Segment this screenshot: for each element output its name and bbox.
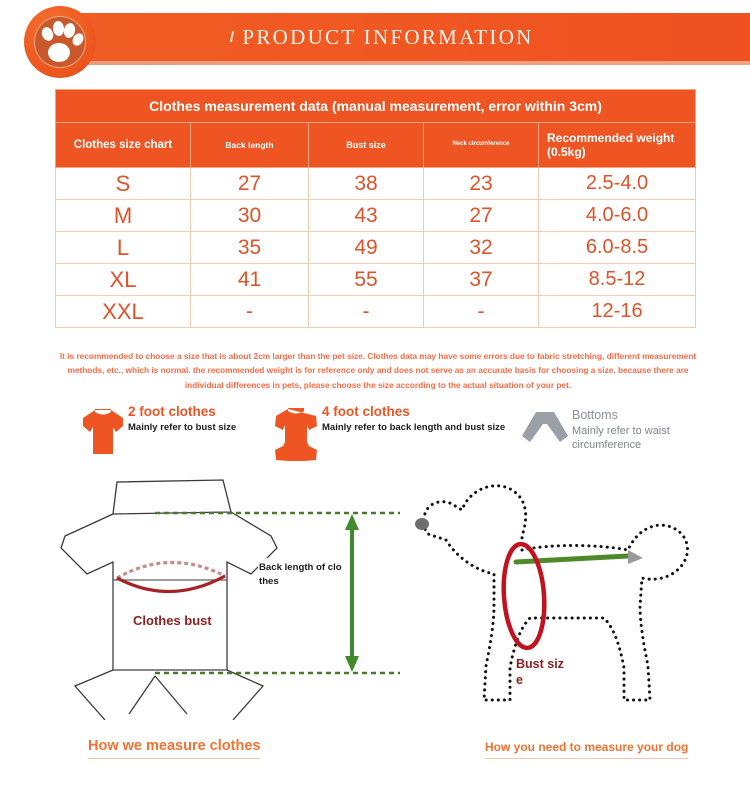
table-row	[56, 168, 696, 200]
cell-weight: 6.0-8.5	[539, 232, 696, 264]
table-header-row	[56, 123, 696, 168]
table-caption-row	[56, 90, 696, 123]
cell-size: XXL	[56, 296, 191, 328]
cell-size: M	[56, 200, 191, 232]
cell-size: L	[56, 232, 191, 264]
page-header	[0, 0, 750, 80]
column-header-back-length: Back length	[191, 123, 309, 168]
column-header-bust: Bust size	[309, 123, 424, 168]
cell-back-length: 27	[191, 168, 309, 200]
paw-icon-inner	[34, 16, 86, 68]
garment-type-subtitle: Mainly refer to bust size	[128, 422, 237, 434]
table-row	[56, 200, 696, 232]
table-row	[56, 232, 696, 264]
pants-icon	[520, 410, 570, 451]
cell-bust: 49	[309, 232, 424, 264]
cell-size: S	[56, 168, 191, 200]
cell-weight: 4.0-6.0	[539, 200, 696, 232]
cell-neck: -	[424, 296, 539, 328]
page-title-text: PRODUCT INFORMATION	[242, 24, 534, 49]
table-row	[56, 264, 696, 296]
dog-bust-label-line1: Bust siz	[516, 657, 564, 671]
cell-back-length: -	[191, 296, 309, 328]
tshirt-icon	[80, 406, 126, 463]
back-length-label-line2: thes	[259, 576, 279, 587]
garment-type-subtitle: Mainly refer to back length and bust size	[322, 422, 506, 434]
cell-weight: 12-16	[539, 296, 696, 328]
header-banner-shadow	[55, 61, 750, 65]
cell-weight: 2.5-4.0	[539, 168, 696, 200]
dog-diagram-caption: How you need to measure your dog	[485, 740, 688, 759]
cell-neck: 27	[424, 200, 539, 232]
cell-neck: 37	[424, 264, 539, 296]
table-row	[56, 296, 696, 328]
garment-types	[0, 404, 750, 470]
measurement-diagrams	[0, 470, 750, 740]
table-caption: Clothes measurement data (manual measurement, error within 3cm)	[56, 90, 696, 123]
garment-type-title: 2 foot clothes	[128, 404, 216, 419]
bodysuit-icon	[272, 406, 320, 469]
cell-bust: -	[309, 296, 424, 328]
dog-measurement-diagram	[400, 478, 730, 728]
garment-type-4-foot	[272, 404, 532, 434]
clothes-measurement-diagram	[55, 470, 425, 720]
garment-type-bottoms	[520, 408, 692, 453]
dog-bust-label-line2: e	[516, 673, 523, 687]
column-header-neck: Neck circumference	[424, 123, 539, 168]
garment-type-title: 4 foot clothes	[322, 404, 410, 419]
title-tick-icon	[230, 31, 234, 42]
garment-type-subtitle: Mainly refer to waist circumference	[572, 425, 670, 451]
back-length-label-line1: Back length of clo	[259, 562, 342, 573]
header-banner	[55, 13, 750, 61]
clothes-bust-label: Clothes bust	[133, 613, 212, 628]
size-chart-table	[55, 89, 695, 328]
cell-back-length: 41	[191, 264, 309, 296]
cell-bust: 43	[309, 200, 424, 232]
cell-weight: 8.5-12	[539, 264, 696, 296]
cell-bust: 55	[309, 264, 424, 296]
garment-type-2-foot	[80, 404, 236, 434]
paw-icon	[24, 6, 96, 78]
cell-back-length: 30	[191, 200, 309, 232]
column-header-weight: Recommended weight (0.5kg)	[539, 123, 696, 168]
cell-size: XL	[56, 264, 191, 296]
garment-type-title: Bottoms	[572, 408, 618, 422]
clothes-diagram-caption: How we measure clothes	[88, 738, 260, 759]
cell-neck: 23	[424, 168, 539, 200]
page-title	[55, 13, 750, 61]
column-header-size: Clothes size chart	[56, 123, 191, 168]
disclaimer-text: It is recommended to choose a size that is about 2cm larger than the pet size. Clothes data may have some errors due to fabric stretching, different measurement methods, etc., which is normal. the recommended weight is for reference only and does not serve as an accurate basis for choosing a size. because there are individual differences in pets, please choose the size according to the actual situation of your pet.	[59, 351, 697, 390]
cell-bust: 38	[309, 168, 424, 200]
cell-neck: 32	[424, 232, 539, 264]
cell-back-length: 35	[191, 232, 309, 264]
